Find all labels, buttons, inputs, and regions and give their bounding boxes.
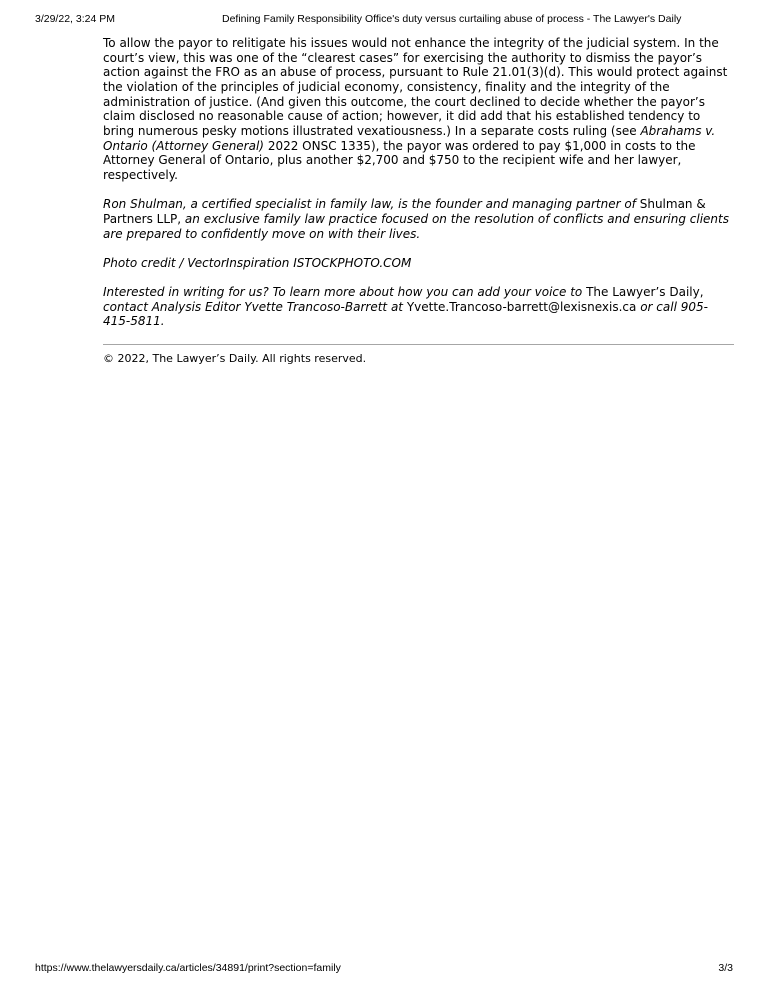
author-bio bbox=[103, 197, 734, 241]
bio-text: an exclusive family law practice focused on the resolution of conflicts and ensuring clients are prepared to confidently move on with their lives. bbox=[103, 211, 729, 241]
paragraph-text: 2022 ONSC 1335), the payor was ordered to pay $1,000 in costs to the Attorney General of Ontario, plus another $2,700 and $750 to the recipient wife and her lawyer, respectively. bbox=[103, 138, 696, 182]
case-citation: Abrahams v. Ontario (Attorney General) bbox=[103, 123, 716, 153]
footer-page-number: 3/3 bbox=[718, 962, 733, 974]
cta-text: or call 905-415-5811. bbox=[103, 299, 708, 329]
bio-text: Ron Shulman, a certified specialist in family law, is the founder and managing partner of bbox=[103, 197, 640, 212]
publication-name: The Lawyer’s Daily, bbox=[586, 285, 704, 300]
cta-text: contact Analysis Editor Yvette Trancoso-Barrett at bbox=[103, 299, 407, 314]
header-document-title: Defining Family Responsibility Office's duty versus curtailing abuse of process - The Lawyer's Daily bbox=[222, 13, 682, 25]
article-body bbox=[103, 36, 734, 380]
divider bbox=[103, 344, 734, 345]
cta-text: Interested in writing for us? To learn more about how you can add your voice to bbox=[103, 285, 587, 300]
header-datetime: 3/29/22, 3:24 PM bbox=[35, 13, 115, 25]
footer-url: https://www.thelawyersdaily.ca/articles/34891/print?section=family bbox=[35, 962, 341, 974]
paragraph-text: To allow the payor to relitigate his issues would not enhance the integrity of the judicial system. In the court’s view, this was one of the “clearest cases” for exercising the authority to dismiss the payor’s action against the FRO as an abuse of process, pursuant to Rule 21.01(3)(d). This would protect against the violation of the principles of judicial economy, consistency, finality and the integrity of the administration of justice. (And given this outcome, the court declined to decide whether the payor’s claim disclosed no reasonable cause of action; however, it did add that his established tendency to bring numerous pesky motions illustrated vexatiousness.) In a separate costs ruling (see bbox=[103, 36, 728, 138]
copyright-notice: © 2022, The Lawyer’s Daily. All rights reserved. bbox=[103, 351, 367, 365]
photo-credit: Photo credit / VectorInspiration ISTOCKPHOTO.COM bbox=[103, 255, 412, 270]
firm-name: Shulman & Partners LLP, bbox=[103, 197, 706, 226]
contact-email: Yvette.Trancoso-barrett@lexisnexis.ca bbox=[406, 299, 637, 314]
call-to-action bbox=[103, 285, 734, 329]
paragraph-case-discussion bbox=[103, 36, 734, 183]
